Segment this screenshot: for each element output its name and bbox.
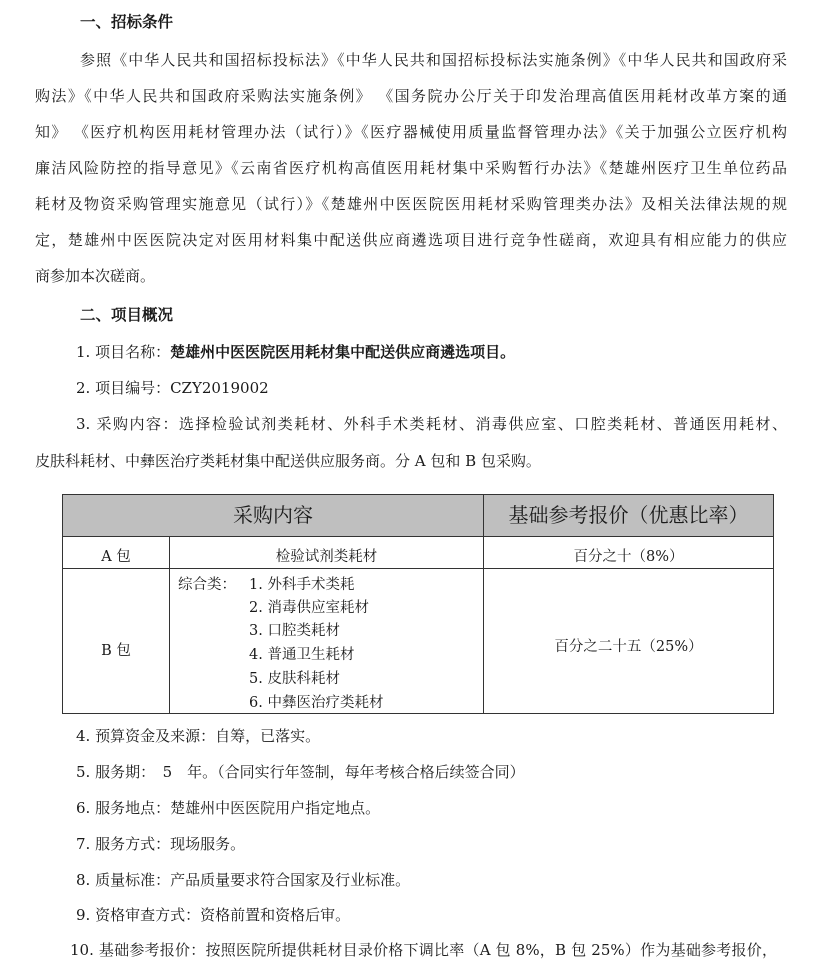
project-name-item — [76, 342, 515, 362]
package-b-item: 5. 皮肤科耗材 — [249, 671, 340, 687]
table-header-row — [63, 495, 773, 537]
paragraph-line: 定，楚雄州中医医院决定对医用材料集中配送供应商遴选项目进行竞争性磋商，欢迎具有相应能力的供应 — [35, 231, 787, 249]
paragraph-line: 耗材及物资采购管理实施意见（试行）》《楚雄州中医医院医用耗材采购管理类办法》及相关法律法规的规 — [35, 195, 787, 213]
paragraph-line: 参照《中华人民共和国招标投标法》《中华人民共和国招标投标法实施条例》《中华人民共和国政府采 — [80, 51, 787, 69]
procurement-table — [62, 494, 774, 714]
table-header-price: 基础参考报价（优惠比率） — [508, 503, 749, 527]
procurement-content-continuation: 皮肤科耗材、中彝医治疗类耗材集中配送供应服务商。分 A 包和 B 包采购。 — [35, 452, 541, 470]
procurement-content-item: 3. 采购内容：选择检验试剂类耗材、外科手术类耗材、消毒供应室、口腔类耗材、普通医用耗材、 — [76, 415, 787, 433]
paragraph-line: 知》 《医疗机构医用耗材管理办法（试行）》《医疗器械使用质量监督管理办法》《关于加强公立医疗机构 — [35, 123, 787, 141]
row-divider — [63, 568, 773, 569]
base-price-item: 10. 基础参考报价：按照医院所提供耗材目录价格下调比率（A 包 8%，B 包 25%）作为基础参考报价， — [70, 941, 777, 959]
column-divider — [483, 495, 484, 713]
qualification-review-item: 9. 资格审查方式：资格前置和资格后审。 — [76, 906, 351, 924]
project-name-label: 1. 项目名称： — [76, 343, 171, 361]
package-b-item: 4. 普通卫生耗材 — [249, 647, 355, 663]
package-b-item: 2. 消毒供应室耗材 — [249, 600, 369, 616]
paragraph-line: 商参加本次磋商。 — [35, 267, 156, 285]
section-heading-2: 二、项目概况 — [80, 305, 174, 324]
budget-item: 4. 预算资金及来源：自筹，已落实。 — [76, 727, 321, 745]
package-b-price: 百分之二十五（25%） — [554, 639, 703, 655]
quality-standard-item: 8. 质量标准：产品质量要求符合国家及行业标准。 — [76, 871, 411, 889]
package-b-category-label: 综合类： — [178, 577, 236, 593]
service-location-item: 6. 服务地点：楚雄州中医医院用户指定地点。 — [76, 799, 381, 817]
table-header-content: 采购内容 — [233, 503, 313, 527]
section-heading-1: 一、招标条件 — [80, 12, 174, 31]
package-a-content: 检验试剂类耗材 — [275, 549, 378, 565]
package-b-item: 3. 口腔类耗材 — [249, 623, 340, 639]
package-a-price: 百分之十（8%） — [573, 549, 684, 565]
project-number-item: 2. 项目编号：CZY2019002 — [76, 379, 269, 397]
service-method-item: 7. 服务方式：现场服务。 — [76, 835, 246, 853]
paragraph-line: 购法》《中华人民共和国政府采购法实施条例》 《国务院办公厅关于印发治理高值医用耗材改革方案的通 — [35, 87, 787, 105]
package-a-label: A 包 — [101, 549, 131, 565]
project-name-value: 楚雄州中医医院医用耗材集中配送供应商遴选项目。 — [170, 343, 516, 361]
package-b-item: 6. 中彝医治疗类耗材 — [249, 695, 384, 711]
package-b-item: 1. 外科手术类耗 — [249, 577, 355, 593]
service-period-item: 5. 服务期： 5 年。（合同实行年签制，每年考核合格后续签合同） — [76, 763, 525, 781]
package-b-label: B 包 — [101, 643, 131, 659]
paragraph-line: 廉洁风险防控的指导意见》《云南省医疗机构高值医用耗材集中采购暂行办法》《楚雄州医疗卫生单位药品 — [35, 159, 787, 177]
